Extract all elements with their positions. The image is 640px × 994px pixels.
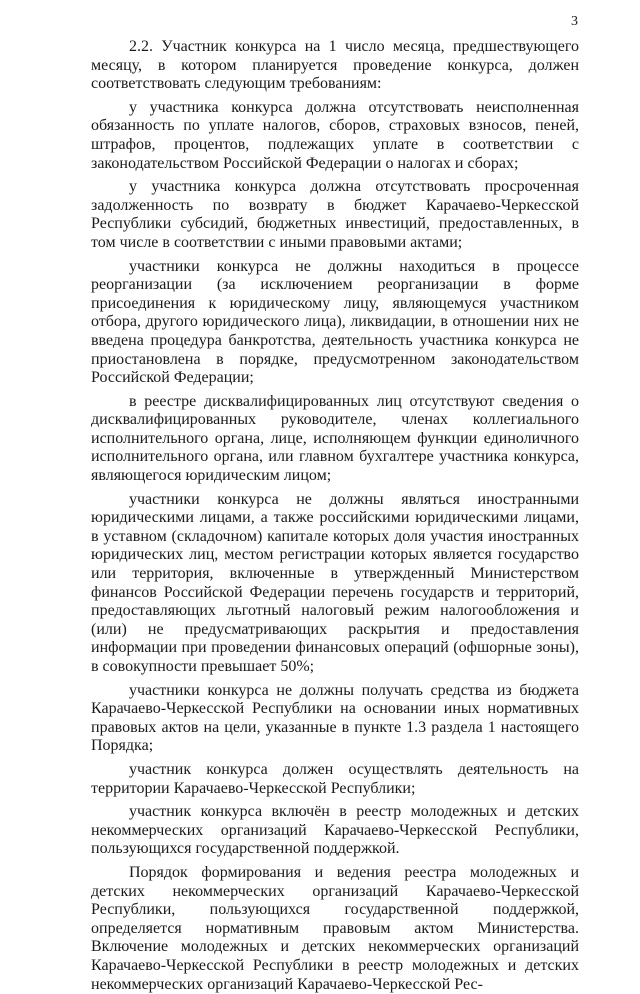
requirement-item: участники конкурса не должны находиться в процессе реорганизации (за исключением реорганизации в форме присоединения к юридическому лицу, являющемуся участником отбора, другого юридического лица), ликвидации, в отношении них не введена процедура банкротства, деятельность участника конкурса не приостановлена в порядке, предусмотренном законодательством Российской Федерации; — [91, 257, 579, 387]
requirement-item: в реестре дисквалифицированных лиц отсутствуют сведения о дисквалифицированных руководителе, членах коллегиального исполнительного органа, лице, исполняющем функции единоличного исполнительного органа, или главном бухгалтере участника конкурса, являющегося юридическим лицом; — [91, 392, 579, 485]
requirement-item: участники конкурса не должны получать средства из бюджета Карачаево-Черкесской Республики на основании иных нормативных правовых актов на цели, указанные в пункте 1.3 раздела 1 настоящего Порядка; — [91, 681, 579, 755]
requirement-item: участники конкурса не должны являться иностранными юридическими лицами, а также российскими юридическими лицами, в уставном (складочном) капитале которых доля участия иностранных юридических лиц, местом регистрации которых является государство или территория, включенные в утвержденный Министерством финансов Российской Федерации перечень государств и территорий, предоставляющих льготный налоговый режим налогообложения и (или) не предусматривающих раскрытия и предоставления информации при проведении финансовых операций (офшорные зоны), в совокупности превышает 50%; — [91, 490, 579, 675]
requirement-item: у участника конкурса должна отсутствовать неисполненная обязанность по уплате налогов, сборов, страховых взносов, пеней, штрафов, процентов, подлежащих уплате в соответствии с законодательством Российской Федерации о налогах и сборах; — [91, 98, 579, 172]
closing-paragraph: Порядок формирования и ведения реестра молодежных и детских некоммерческих организаций Карачаево-Черкесской Республики, пользующихся государственной поддержкой, определяется нормативным правовым актом Министерства. Включение молодежных и детских некоммерческих организаций Карачаево-Черкесской Республики в реестр молодежных и детских некоммерческих организаций Карачаево-Черкесской Рес- — [91, 863, 579, 993]
requirement-item: участник конкурса включён в реестр молодежных и детских некоммерческих организаций Карачаево-Черкесской Республики, пользующихся государственной поддержкой. — [91, 803, 579, 858]
section-intro: 2.2. Участник конкурса на 1 число месяца, предшествующего месяцу, в котором планируется проведение конкурса, должен соответствовать следующим требованиям: — [91, 38, 579, 93]
document-body — [91, 38, 579, 994]
requirement-item: участник конкурса должен осуществлять деятельность на территории Карачаево-Черкесской Республики; — [91, 760, 579, 797]
requirement-item: у участника конкурса должна отсутствовать просроченная задолженность по возврату в бюджет Карачаево-Черкесской Республики субсидий, бюджетных инвестиций, предоставленных, в том числе в соответствии с иными правовыми актами; — [91, 178, 579, 251]
page-number: 3 — [571, 14, 578, 29]
